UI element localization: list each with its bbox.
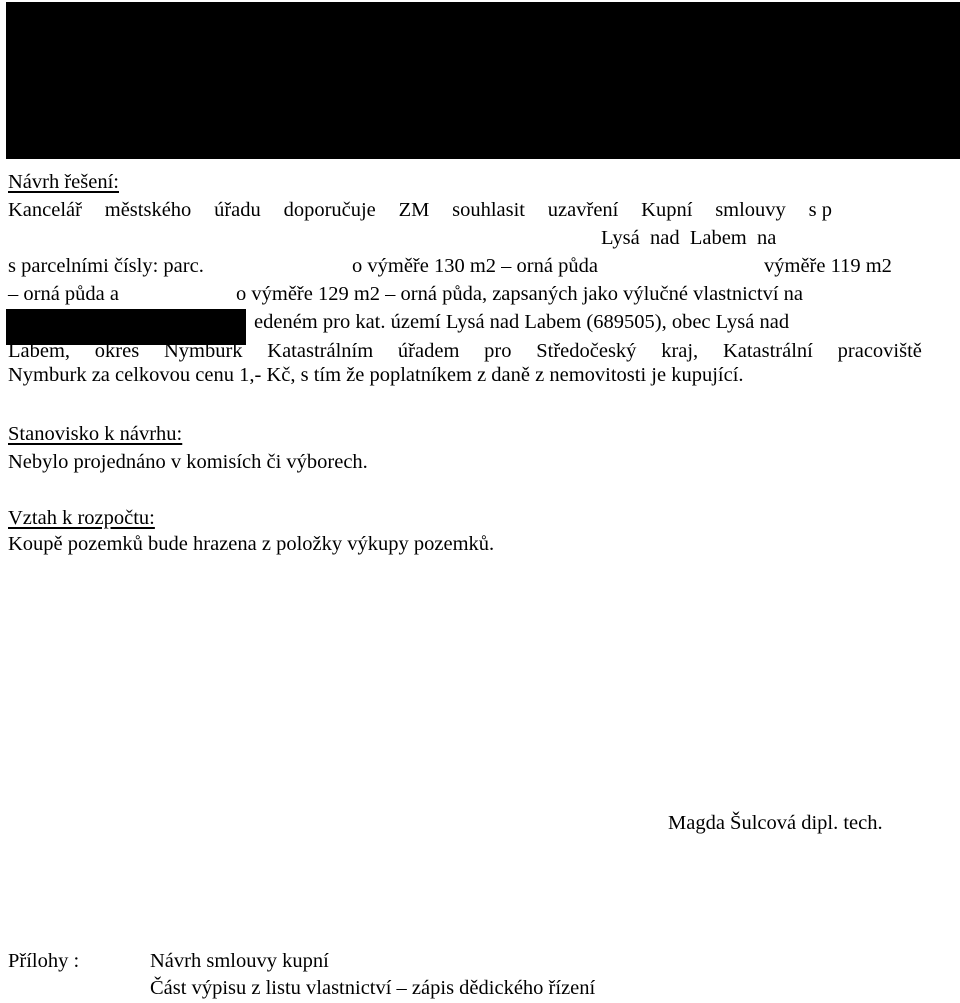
signature-name: Magda Šulcová dipl. tech. bbox=[668, 812, 883, 834]
word: kraj, bbox=[661, 340, 699, 362]
word: úřadu bbox=[214, 199, 261, 221]
word: Labem, bbox=[8, 340, 71, 362]
word: Katastrální bbox=[722, 340, 813, 362]
navrh-line-3-part-3: výměře 119 m2 bbox=[764, 255, 892, 277]
attachment-item: Návrh smlouvy kupní bbox=[150, 950, 329, 972]
navrh-line-5: edeném pro kat. území Lysá nad Labem (689505), obec Lysá nad bbox=[254, 311, 790, 333]
word: Kupní bbox=[641, 199, 693, 221]
navrh-line-4-part-1: – orná půda a bbox=[8, 283, 119, 305]
word: doporučuje bbox=[283, 199, 376, 221]
word: pro bbox=[484, 340, 512, 362]
navrh-line-7: Nymburk za celkovou cenu 1,- Kč, s tím že poplatníkem z daně z nemovitosti je kupující. bbox=[8, 364, 744, 386]
redaction-top bbox=[6, 2, 960, 159]
section-heading-stanovisko: Stanovisko k návrhu: bbox=[8, 423, 183, 445]
word: ZM bbox=[398, 199, 430, 221]
navrh-line-3-part-1: s parcelními čísly: parc. bbox=[8, 255, 204, 277]
attachment-item: Část výpisu z listu vlastnictví – zápis dědického řízení bbox=[150, 977, 596, 999]
rozpocet-text: Koupě pozemků bude hrazena z položky výkupy pozemků. bbox=[8, 533, 495, 555]
word: Nymburk bbox=[163, 340, 243, 362]
word: městského bbox=[104, 199, 192, 221]
word: okres bbox=[94, 340, 140, 362]
word: souhlasit bbox=[452, 199, 526, 221]
word: Středočeský bbox=[536, 340, 637, 362]
navrh-line-4-part-2: o výměře 129 m2 – orná půda, zapsaných jako výlučné vlastnictví na bbox=[236, 283, 804, 305]
word: pracoviště bbox=[837, 340, 922, 362]
word: s p bbox=[808, 199, 832, 221]
navrh-line-3-part-2: o výměře 130 m2 – orná půda bbox=[352, 255, 598, 277]
word: uzavření bbox=[547, 199, 619, 221]
word: Kancelář bbox=[8, 199, 82, 221]
word: smlouvy bbox=[715, 199, 786, 221]
word: Katastrálním bbox=[267, 340, 374, 362]
navrh-line-2-fragment: Lysá nad Labem na bbox=[601, 227, 777, 249]
navrh-line-1 bbox=[8, 197, 832, 223]
word: úřadem bbox=[397, 340, 460, 362]
navrh-line-6 bbox=[8, 338, 922, 364]
section-heading-rozpocet: Vztah k rozpočtu: bbox=[8, 507, 155, 529]
attachments-label: Přílohy : bbox=[8, 950, 80, 972]
section-heading-navrh: Návrh řešení: bbox=[8, 171, 119, 193]
stanovisko-text: Nebylo projednáno v komisích či výborech. bbox=[8, 451, 368, 473]
